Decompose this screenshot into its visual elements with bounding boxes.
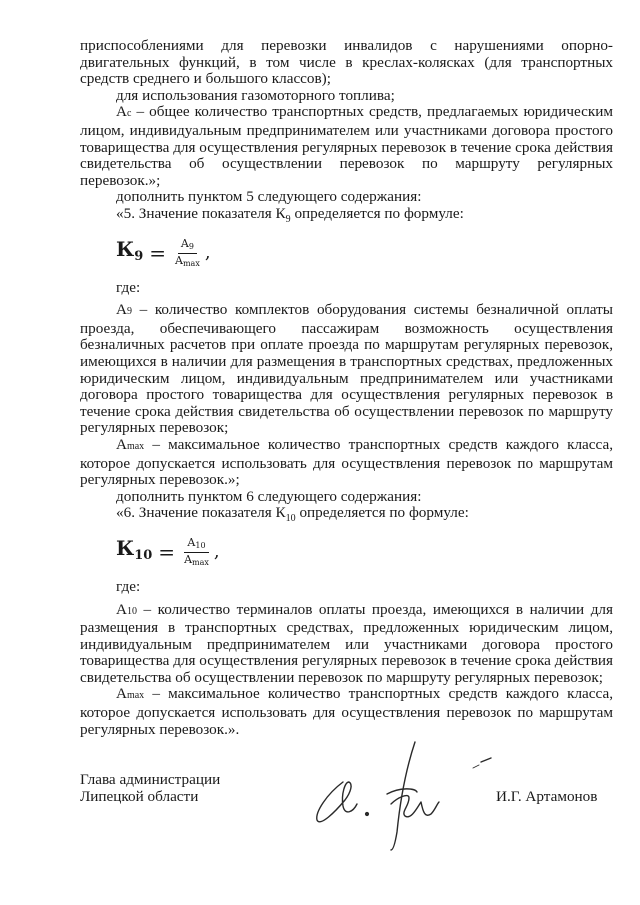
- paragraph-text: для использования газомоторного топлива;: [116, 86, 395, 104]
- formula-intro: «6. Значение показателя $К_{10}$ определяется по формуле:: [116, 504, 469, 525]
- formula-intro: «5. Значение показателя $К_9$ определяется по формуле:: [116, 204, 464, 225]
- formula-k10: $К_{10}$ = $\frac{A_{10}}{A_{max}}$ ,: [116, 535, 220, 567]
- document-body: [80, 38, 613, 738]
- formula-lhs: $К_{10}$: [116, 536, 153, 564]
- definition-ac: Ас – общее количество транспортных средств, предлагаемых юридическим лицом, индивидуальным предпринимателем или участниками договора простого товарищества для осуществления регулярных перевозок в течение срока действия свидетельства об осуществлении перевозок по маршруту регулярных перевозок.»;: [80, 103, 613, 189]
- definition-amax: Аmax – максимальное количество транспортных средств каждого класса, которое допускается использовать для осуществления перевозок по маршрутам регулярных перевозок.»;: [80, 435, 613, 489]
- formula-k9: $К_9$ = $\frac{A_9}{A_{max}}$ ,: [116, 236, 211, 268]
- definition-a9: А9 – количество комплектов оборудования системы безналичной оплаты проезда, обеспечивающего пассажирам возможность осуществления безналичных расчетов при оплате проезда по маршрутам регулярных перевозок, имеющихся в наличии для размещения в транспортных средствах, предложенных юридическим лицом, индивидуальным предпринимателем или участниками договора простого товарищества для осуществления регулярных перевозок в течение срока действия свидетельства об осуществлении перевозок по маршруту регулярных перевозок;: [80, 301, 613, 437]
- formula-equals: =: [158, 540, 176, 565]
- paragraph-text: приспособлениями для перевозки инвалидов с нарушениями опорно-двигательных функций, в том числе в креслах-колясках (для транспортных средств среднего и большого классов);: [80, 37, 613, 88]
- definition-amax: Аmax – максимальное количество транспортных средств каждого класса, которое допускается использовать для осуществления перевозок по маршрутам регулярных перевозок.».: [80, 685, 613, 738]
- formula-fraction: $\frac{A_{10}}{A_{max}}$: [184, 535, 209, 567]
- signer-region: Липецкой области: [80, 788, 199, 805]
- formula-fraction: $\frac{A_9}{A_{max}}$: [175, 236, 200, 268]
- signature-block: [80, 772, 620, 862]
- signer-position: Глава администрации: [80, 771, 221, 788]
- paragraph-text: дополнить пунктом 5 следующего содержания:: [116, 188, 422, 206]
- paragraph-text: дополнить пунктом 6 следующего содержания:: [116, 487, 422, 505]
- handwritten-signature-icon: [305, 732, 495, 852]
- where-label: где:: [116, 278, 141, 296]
- formula-lhs: $К_9$: [116, 236, 144, 264]
- signer-name: И.Г. Артамонов: [496, 788, 598, 805]
- formula-equals: =: [149, 240, 167, 265]
- definition-a10: А10 – количество терминалов оплаты проезда, имеющихся в наличии для размещения в транспортных средствах, предложенных юридическим лицом, индивидуальным предпринимателем или участниками договора простого товарищества для осуществления регулярных перевозок в течение срока действия свидетельства об осуществлении перевозок по маршруту регулярных перевозок;: [80, 600, 613, 686]
- where-label: где:: [116, 577, 141, 595]
